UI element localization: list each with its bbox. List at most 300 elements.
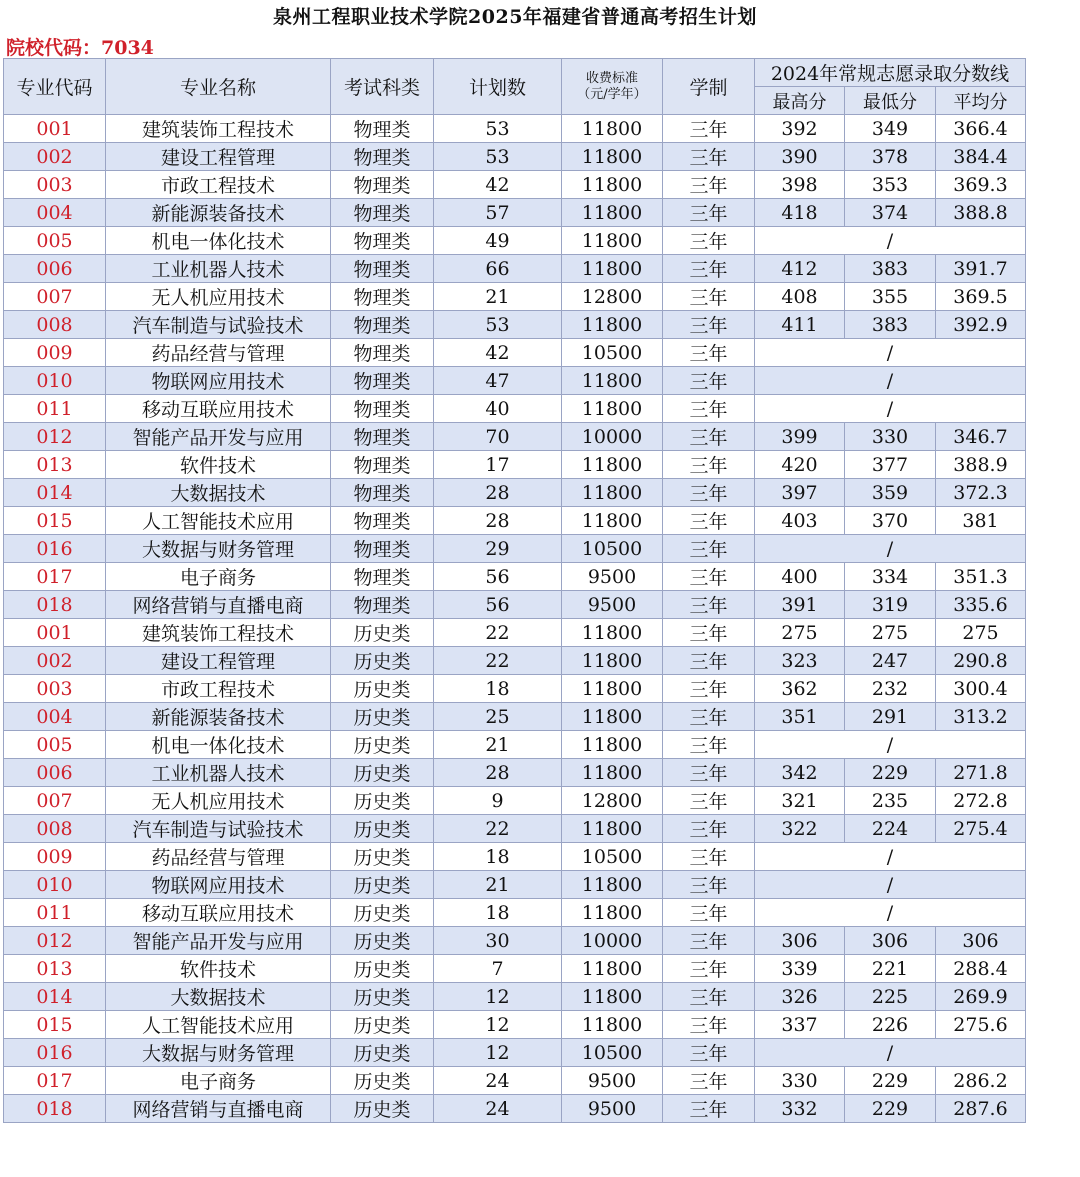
table-row — [4, 703, 1026, 731]
cell-max: 398 — [755, 171, 845, 199]
cell-code: 018 — [4, 1095, 106, 1123]
cell-duration: 三年 — [663, 899, 755, 927]
cell-avg: 272.8 — [936, 787, 1026, 815]
cell-duration: 三年 — [663, 871, 755, 899]
cell-name: 大数据技术 — [106, 983, 331, 1011]
cell-plan: 12 — [434, 1039, 562, 1067]
header-subject: 考试科类 — [331, 59, 434, 115]
header-fee-line1: 收费标准 — [585, 70, 638, 86]
cell-duration: 三年 — [663, 731, 755, 759]
cell-duration: 三年 — [663, 647, 755, 675]
table-row — [4, 367, 1026, 395]
cell-fee: 12800 — [562, 283, 663, 311]
cell-min: 224 — [845, 815, 936, 843]
cell-score-none: / — [755, 227, 1026, 255]
cell-max: 397 — [755, 479, 845, 507]
cell-fee: 9500 — [562, 591, 663, 619]
cell-subject: 历史类 — [331, 871, 434, 899]
table-row — [4, 815, 1026, 843]
cell-min: 353 — [845, 171, 936, 199]
cell-plan: 7 — [434, 955, 562, 983]
cell-min: 226 — [845, 1011, 936, 1039]
cell-duration: 三年 — [663, 479, 755, 507]
cell-code: 005 — [4, 731, 106, 759]
cell-name: 软件技术 — [106, 451, 331, 479]
cell-subject: 历史类 — [331, 731, 434, 759]
cell-code: 007 — [4, 283, 106, 311]
cell-max: 322 — [755, 815, 845, 843]
cell-name: 物联网应用技术 — [106, 367, 331, 395]
cell-duration: 三年 — [663, 703, 755, 731]
cell-code: 009 — [4, 843, 106, 871]
cell-name: 工业机器人技术 — [106, 255, 331, 283]
cell-avg: 346.7 — [936, 423, 1026, 451]
cell-duration: 三年 — [663, 619, 755, 647]
cell-avg: 369.3 — [936, 171, 1026, 199]
cell-max: 399 — [755, 423, 845, 451]
cell-duration: 三年 — [663, 1011, 755, 1039]
cell-avg: 391.7 — [936, 255, 1026, 283]
cell-subject: 物理类 — [331, 171, 434, 199]
cell-code: 011 — [4, 899, 106, 927]
header-score-group: 2024年常规志愿录取分数线 — [755, 59, 1026, 87]
cell-plan: 18 — [434, 843, 562, 871]
cell-fee: 11800 — [562, 619, 663, 647]
cell-max: 275 — [755, 619, 845, 647]
cell-max: 411 — [755, 311, 845, 339]
cell-avg: 372.3 — [936, 479, 1026, 507]
cell-duration: 三年 — [663, 367, 755, 395]
cell-code: 011 — [4, 395, 106, 423]
cell-duration: 三年 — [663, 143, 755, 171]
cell-max: 323 — [755, 647, 845, 675]
cell-duration: 三年 — [663, 1039, 755, 1067]
cell-duration: 三年 — [663, 199, 755, 227]
cell-name: 大数据与财务管理 — [106, 1039, 331, 1067]
cell-plan: 22 — [434, 815, 562, 843]
cell-name: 建设工程管理 — [106, 143, 331, 171]
cell-min: 383 — [845, 255, 936, 283]
cell-duration: 三年 — [663, 171, 755, 199]
cell-code: 004 — [4, 703, 106, 731]
page-title: 泉州工程职业技术学院2025年福建省普通高考招生计划 — [273, 6, 757, 28]
cell-max: 408 — [755, 283, 845, 311]
cell-code: 008 — [4, 815, 106, 843]
table-row — [4, 1095, 1026, 1123]
cell-fee: 11800 — [562, 1011, 663, 1039]
cell-name: 药品经营与管理 — [106, 339, 331, 367]
cell-duration: 三年 — [663, 787, 755, 815]
cell-min: 306 — [845, 927, 936, 955]
cell-name: 移动互联应用技术 — [106, 395, 331, 423]
cell-duration: 三年 — [663, 283, 755, 311]
cell-plan: 21 — [434, 871, 562, 899]
table-row — [4, 983, 1026, 1011]
cell-avg: 381 — [936, 507, 1026, 535]
cell-avg: 384.4 — [936, 143, 1026, 171]
cell-subject: 物理类 — [331, 283, 434, 311]
table-row — [4, 339, 1026, 367]
cell-fee: 11800 — [562, 731, 663, 759]
cell-avg: 369.5 — [936, 283, 1026, 311]
cell-code: 005 — [4, 227, 106, 255]
cell-avg: 269.9 — [936, 983, 1026, 1011]
cell-duration: 三年 — [663, 563, 755, 591]
cell-plan: 53 — [434, 115, 562, 143]
cell-subject: 物理类 — [331, 591, 434, 619]
cell-avg: 392.9 — [936, 311, 1026, 339]
cell-fee: 10000 — [562, 423, 663, 451]
cell-max: 337 — [755, 1011, 845, 1039]
cell-avg: 275.6 — [936, 1011, 1026, 1039]
cell-code: 002 — [4, 647, 106, 675]
cell-duration: 三年 — [663, 423, 755, 451]
cell-code: 003 — [4, 675, 106, 703]
cell-duration: 三年 — [663, 1095, 755, 1123]
cell-fee: 9500 — [562, 1067, 663, 1095]
cell-name: 药品经营与管理 — [106, 843, 331, 871]
cell-min: 359 — [845, 479, 936, 507]
cell-plan: 29 — [434, 535, 562, 563]
cell-code: 016 — [4, 535, 106, 563]
cell-plan: 53 — [434, 143, 562, 171]
cell-max: 420 — [755, 451, 845, 479]
cell-code: 006 — [4, 255, 106, 283]
cell-score-none: / — [755, 1039, 1026, 1067]
cell-duration: 三年 — [663, 927, 755, 955]
cell-subject: 历史类 — [331, 843, 434, 871]
cell-min: 232 — [845, 675, 936, 703]
cell-avg: 300.4 — [936, 675, 1026, 703]
cell-max: 403 — [755, 507, 845, 535]
cell-fee: 10500 — [562, 1039, 663, 1067]
cell-max: 412 — [755, 255, 845, 283]
cell-name: 汽车制造与试验技术 — [106, 311, 331, 339]
cell-fee: 11800 — [562, 703, 663, 731]
table-row — [4, 927, 1026, 955]
cell-score-none: / — [755, 535, 1026, 563]
cell-score-none: / — [755, 731, 1026, 759]
cell-plan: 66 — [434, 255, 562, 283]
cell-fee: 11800 — [562, 451, 663, 479]
cell-max: 400 — [755, 563, 845, 591]
cell-code: 003 — [4, 171, 106, 199]
cell-plan: 9 — [434, 787, 562, 815]
table-row — [4, 311, 1026, 339]
cell-name: 汽车制造与试验技术 — [106, 815, 331, 843]
cell-subject: 历史类 — [331, 927, 434, 955]
cell-avg: 275 — [936, 619, 1026, 647]
table-body — [4, 115, 1026, 1123]
cell-plan: 53 — [434, 311, 562, 339]
cell-fee: 12800 — [562, 787, 663, 815]
cell-plan: 28 — [434, 479, 562, 507]
cell-min: 377 — [845, 451, 936, 479]
cell-code: 018 — [4, 591, 106, 619]
cell-fee: 11800 — [562, 227, 663, 255]
cell-avg: 290.8 — [936, 647, 1026, 675]
cell-score-none: / — [755, 339, 1026, 367]
table-row — [4, 507, 1026, 535]
cell-plan: 57 — [434, 199, 562, 227]
table-row — [4, 843, 1026, 871]
cell-fee: 11800 — [562, 143, 663, 171]
cell-subject: 历史类 — [331, 815, 434, 843]
cell-name: 智能产品开发与应用 — [106, 423, 331, 451]
cell-code: 008 — [4, 311, 106, 339]
cell-subject: 物理类 — [331, 227, 434, 255]
cell-name: 无人机应用技术 — [106, 787, 331, 815]
cell-min: 378 — [845, 143, 936, 171]
cell-subject: 物理类 — [331, 395, 434, 423]
cell-fee: 10500 — [562, 339, 663, 367]
table-row — [4, 283, 1026, 311]
cell-duration: 三年 — [663, 1067, 755, 1095]
cell-min: 221 — [845, 955, 936, 983]
cell-min: 334 — [845, 563, 936, 591]
cell-avg: 313.2 — [936, 703, 1026, 731]
cell-fee: 11800 — [562, 507, 663, 535]
header-code: 专业代码 — [4, 59, 106, 115]
cell-name: 市政工程技术 — [106, 171, 331, 199]
cell-plan: 21 — [434, 731, 562, 759]
cell-min: 275 — [845, 619, 936, 647]
cell-min: 330 — [845, 423, 936, 451]
cell-code: 017 — [4, 563, 106, 591]
table-row — [4, 563, 1026, 591]
cell-avg: 275.4 — [936, 815, 1026, 843]
cell-max: 390 — [755, 143, 845, 171]
cell-code: 009 — [4, 339, 106, 367]
header-fee — [562, 59, 663, 115]
cell-subject: 历史类 — [331, 1039, 434, 1067]
cell-plan: 42 — [434, 339, 562, 367]
cell-max: 391 — [755, 591, 845, 619]
cell-name: 物联网应用技术 — [106, 871, 331, 899]
header-avg: 平均分 — [936, 87, 1026, 115]
cell-min: 235 — [845, 787, 936, 815]
cell-subject: 物理类 — [331, 479, 434, 507]
cell-name: 建设工程管理 — [106, 647, 331, 675]
cell-code: 014 — [4, 479, 106, 507]
cell-min: 229 — [845, 759, 936, 787]
cell-fee: 11800 — [562, 171, 663, 199]
cell-code: 015 — [4, 507, 106, 535]
cell-fee: 11800 — [562, 955, 663, 983]
cell-duration: 三年 — [663, 311, 755, 339]
cell-plan: 49 — [434, 227, 562, 255]
cell-min: 247 — [845, 647, 936, 675]
cell-duration: 三年 — [663, 227, 755, 255]
cell-min: 319 — [845, 591, 936, 619]
cell-subject: 物理类 — [331, 339, 434, 367]
cell-fee: 11800 — [562, 647, 663, 675]
cell-fee: 11800 — [562, 759, 663, 787]
table-row — [4, 115, 1026, 143]
cell-subject: 历史类 — [331, 759, 434, 787]
cell-subject: 历史类 — [331, 787, 434, 815]
cell-plan: 12 — [434, 983, 562, 1011]
table-row — [4, 675, 1026, 703]
cell-subject: 物理类 — [331, 507, 434, 535]
cell-fee: 11800 — [562, 675, 663, 703]
cell-subject: 历史类 — [331, 703, 434, 731]
cell-duration: 三年 — [663, 955, 755, 983]
table-row — [4, 479, 1026, 507]
cell-fee: 9500 — [562, 563, 663, 591]
cell-avg: 388.8 — [936, 199, 1026, 227]
cell-max: 332 — [755, 1095, 845, 1123]
cell-name: 智能产品开发与应用 — [106, 927, 331, 955]
cell-code: 001 — [4, 115, 106, 143]
cell-fee: 10000 — [562, 927, 663, 955]
cell-duration: 三年 — [663, 255, 755, 283]
table-row — [4, 759, 1026, 787]
header-plan: 计划数 — [434, 59, 562, 115]
cell-fee: 10500 — [562, 535, 663, 563]
cell-duration: 三年 — [663, 507, 755, 535]
table-row — [4, 227, 1026, 255]
cell-code: 013 — [4, 451, 106, 479]
cell-fee: 11800 — [562, 899, 663, 927]
cell-score-none: / — [755, 395, 1026, 423]
cell-subject: 物理类 — [331, 311, 434, 339]
cell-code: 007 — [4, 787, 106, 815]
cell-plan: 70 — [434, 423, 562, 451]
cell-plan: 56 — [434, 591, 562, 619]
table-row — [4, 871, 1026, 899]
cell-duration: 三年 — [663, 339, 755, 367]
cell-name: 人工智能技术应用 — [106, 1011, 331, 1039]
cell-subject: 物理类 — [331, 199, 434, 227]
cell-min: 229 — [845, 1095, 936, 1123]
cell-duration: 三年 — [663, 395, 755, 423]
table-row — [4, 591, 1026, 619]
cell-fee: 11800 — [562, 255, 663, 283]
cell-code: 016 — [4, 1039, 106, 1067]
table-row — [4, 647, 1026, 675]
school-code: 院校代码：7034 — [6, 37, 154, 59]
cell-max: 418 — [755, 199, 845, 227]
cell-fee: 11800 — [562, 395, 663, 423]
cell-name: 市政工程技术 — [106, 675, 331, 703]
table-row — [4, 1011, 1026, 1039]
cell-min: 374 — [845, 199, 936, 227]
cell-subject: 物理类 — [331, 143, 434, 171]
table-row — [4, 899, 1026, 927]
cell-duration: 三年 — [663, 759, 755, 787]
cell-fee: 10500 — [562, 843, 663, 871]
table-row — [4, 1039, 1026, 1067]
cell-min: 370 — [845, 507, 936, 535]
cell-min: 383 — [845, 311, 936, 339]
cell-fee: 11800 — [562, 871, 663, 899]
cell-avg: 388.9 — [936, 451, 1026, 479]
cell-code: 015 — [4, 1011, 106, 1039]
cell-score-none: / — [755, 899, 1026, 927]
cell-name: 软件技术 — [106, 955, 331, 983]
header-duration: 学制 — [663, 59, 755, 115]
cell-max: 306 — [755, 927, 845, 955]
cell-fee: 11800 — [562, 115, 663, 143]
cell-subject: 物理类 — [331, 423, 434, 451]
cell-plan: 42 — [434, 171, 562, 199]
cell-plan: 40 — [434, 395, 562, 423]
cell-max: 342 — [755, 759, 845, 787]
cell-avg: 271.8 — [936, 759, 1026, 787]
cell-plan: 18 — [434, 899, 562, 927]
cell-avg: 306 — [936, 927, 1026, 955]
cell-avg: 288.4 — [936, 955, 1026, 983]
cell-duration: 三年 — [663, 675, 755, 703]
cell-fee: 11800 — [562, 983, 663, 1011]
cell-code: 004 — [4, 199, 106, 227]
cell-name: 大数据技术 — [106, 479, 331, 507]
cell-code: 014 — [4, 983, 106, 1011]
cell-max: 330 — [755, 1067, 845, 1095]
header-min: 最低分 — [845, 87, 936, 115]
cell-max: 326 — [755, 983, 845, 1011]
cell-name: 电子商务 — [106, 563, 331, 591]
cell-name: 大数据与财务管理 — [106, 535, 331, 563]
cell-subject: 历史类 — [331, 619, 434, 647]
cell-plan: 22 — [434, 619, 562, 647]
cell-max: 392 — [755, 115, 845, 143]
cell-subject: 历史类 — [331, 647, 434, 675]
cell-code: 012 — [4, 927, 106, 955]
cell-plan: 18 — [434, 675, 562, 703]
cell-plan: 22 — [434, 647, 562, 675]
cell-avg: 287.6 — [936, 1095, 1026, 1123]
cell-avg: 335.6 — [936, 591, 1026, 619]
cell-min: 229 — [845, 1067, 936, 1095]
cell-duration: 三年 — [663, 451, 755, 479]
cell-name: 新能源装备技术 — [106, 703, 331, 731]
cell-min: 349 — [845, 115, 936, 143]
table-row — [4, 143, 1026, 171]
table-row — [4, 451, 1026, 479]
cell-code: 017 — [4, 1067, 106, 1095]
cell-code: 002 — [4, 143, 106, 171]
table-row — [4, 1067, 1026, 1095]
cell-min: 225 — [845, 983, 936, 1011]
cell-subject: 物理类 — [331, 115, 434, 143]
cell-max: 321 — [755, 787, 845, 815]
cell-name: 工业机器人技术 — [106, 759, 331, 787]
cell-plan: 28 — [434, 759, 562, 787]
enrollment-table — [3, 58, 1026, 1123]
table-row — [4, 955, 1026, 983]
cell-subject: 历史类 — [331, 899, 434, 927]
cell-fee: 11800 — [562, 815, 663, 843]
cell-subject: 历史类 — [331, 1011, 434, 1039]
cell-name: 新能源装备技术 — [106, 199, 331, 227]
cell-code: 010 — [4, 367, 106, 395]
cell-duration: 三年 — [663, 815, 755, 843]
cell-code: 006 — [4, 759, 106, 787]
table-row — [4, 787, 1026, 815]
cell-plan: 21 — [434, 283, 562, 311]
cell-subject: 历史类 — [331, 675, 434, 703]
cell-duration: 三年 — [663, 591, 755, 619]
cell-score-none: / — [755, 843, 1026, 871]
cell-fee: 11800 — [562, 199, 663, 227]
cell-name: 网络营销与直播电商 — [106, 1095, 331, 1123]
cell-subject: 历史类 — [331, 983, 434, 1011]
cell-name: 机电一体化技术 — [106, 227, 331, 255]
cell-subject: 物理类 — [331, 367, 434, 395]
header-max: 最高分 — [755, 87, 845, 115]
